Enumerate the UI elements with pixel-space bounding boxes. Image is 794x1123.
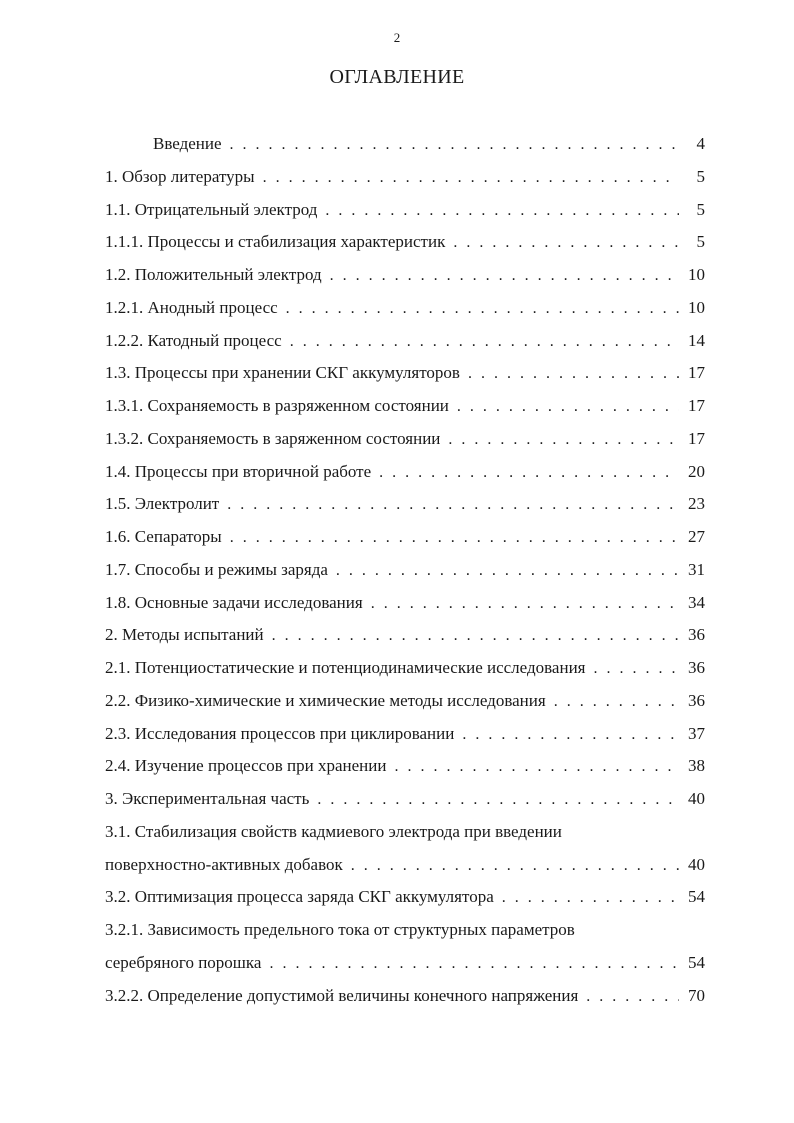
toc-entry[interactable] <box>105 521 705 554</box>
toc-entry-title: 3.1. Стабилизация свойств кадмиевого электрода при введении <box>105 821 562 841</box>
dot-leader <box>343 850 679 883</box>
toc-entry-title: поверхностно-активных добавок <box>105 854 343 874</box>
toc-entry-title: 2.1. Потенциостатические и потенциодинамические исследования <box>105 658 586 677</box>
toc-entry-page: 31 <box>688 559 705 579</box>
dot-leader <box>261 948 679 981</box>
toc-entry[interactable] <box>105 783 705 816</box>
toc-entry-line2[interactable] <box>105 849 705 882</box>
toc-entry-title: 2. Методы испытаний <box>105 625 264 645</box>
toc-entry-page: 10 <box>688 265 705 284</box>
toc-entry-title: 2.2. Физико-химические и химические методы исследования <box>105 690 546 710</box>
toc-entry-page: 40 <box>688 854 705 874</box>
toc-entry[interactable] <box>105 718 705 751</box>
toc-entry-title: 1.2.2. Катодный процесс <box>105 330 282 350</box>
toc-entry[interactable] <box>105 685 705 718</box>
dot-leader <box>586 653 680 686</box>
toc-entry[interactable] <box>105 652 705 685</box>
dot-leader <box>222 522 679 555</box>
toc-entry[interactable] <box>105 554 705 587</box>
dot-leader <box>546 686 679 719</box>
dot-leader <box>371 457 679 490</box>
toc-entry-page: 70 <box>688 985 705 1005</box>
dot-leader <box>255 162 679 195</box>
toc-entry[interactable] <box>105 423 705 456</box>
toc-entry-page: 27 <box>688 527 705 546</box>
toc-entry-title: 1.4. Процессы при вторичной работе <box>105 461 372 481</box>
toc-entry-page: 5 <box>696 166 705 186</box>
toc-entry-line1[interactable] <box>105 914 705 947</box>
toc-entry[interactable] <box>105 226 705 259</box>
dot-leader <box>309 784 679 817</box>
dot-leader <box>322 260 679 293</box>
dot-leader <box>454 719 679 752</box>
toc-entry-page: 5 <box>696 199 705 219</box>
toc-entry[interactable] <box>105 619 705 652</box>
toc-entry-title: 1.3.2. Сохраняемость в заряженном состоянии <box>105 428 441 448</box>
toc-entry-title: 1.5. Электролит <box>105 494 220 514</box>
toc-entry[interactable] <box>105 259 705 292</box>
toc-entry-title: 1.3. Процессы при хранении СКГ аккумуляторов <box>105 363 460 383</box>
toc-entry[interactable] <box>105 980 705 1013</box>
toc-entry[interactable] <box>105 161 705 194</box>
dot-leader <box>363 588 679 621</box>
dot-leader <box>386 751 679 784</box>
toc-entry-title: 1.3.1. Сохраняемость в разряженном состоянии <box>105 396 449 415</box>
toc-entry[interactable] <box>105 456 705 489</box>
toc-entry-title: серебряного порошка <box>105 952 262 972</box>
toc-entry-title: 1.7. Способы и режимы заряда <box>105 559 328 579</box>
toc-entry-page: 17 <box>688 428 705 448</box>
toc-entry-page: 36 <box>688 690 705 710</box>
toc-entry-page: 17 <box>688 363 705 383</box>
dot-leader <box>494 882 679 915</box>
toc-entry-page: 38 <box>688 756 705 776</box>
toc-entry-page: 5 <box>696 232 705 252</box>
toc-entry-title: 2.3. Исследования процессов при циклировании <box>105 723 455 743</box>
toc-entry[interactable] <box>105 357 705 390</box>
dot-leader <box>445 227 679 260</box>
toc-entry[interactable] <box>105 292 705 325</box>
toc-entry[interactable] <box>105 390 705 423</box>
toc-entry-title: 1.2.1. Анодный процесс <box>105 297 278 317</box>
dot-leader <box>282 326 679 359</box>
toc-entry-title: 1.6. Сепараторы <box>105 527 222 546</box>
toc-entry-page: 17 <box>688 396 705 415</box>
toc-entry-title: 1.1. Отрицательный электрод <box>105 199 318 219</box>
dot-leader <box>449 391 679 424</box>
table-of-contents <box>105 128 705 1012</box>
page-number: 2 <box>393 30 401 45</box>
toc-entry-page: 37 <box>688 723 705 743</box>
toc-entry-line2[interactable] <box>105 947 705 980</box>
toc-entry-page: 36 <box>688 625 705 645</box>
toc-entry-page: 40 <box>688 789 705 808</box>
toc-entry-page: 54 <box>688 952 705 972</box>
dot-leader <box>317 195 679 228</box>
toc-entry-title: 3. Экспериментальная часть <box>105 789 310 808</box>
dot-leader <box>440 424 679 457</box>
toc-entry[interactable] <box>105 128 705 161</box>
toc-entry-title: 2.4. Изучение процессов при хранении <box>105 756 387 776</box>
dot-leader <box>460 358 679 391</box>
toc-entry[interactable] <box>105 325 705 358</box>
toc-entry-page: 54 <box>688 887 705 907</box>
dot-leader <box>222 129 679 162</box>
toc-entry-page: 20 <box>688 461 705 481</box>
toc-entry-title: 3.2.1. Зависимость предельного тока от структурных параметров <box>105 920 575 939</box>
toc-entry-page: 10 <box>688 297 705 317</box>
toc-entry-title: Введение <box>153 134 222 153</box>
toc-entry-title: 1.8. Основные задачи исследования <box>105 592 363 612</box>
toc-entry-page: 34 <box>688 592 705 612</box>
dot-leader <box>578 981 679 1014</box>
toc-entry-line1[interactable] <box>105 816 705 849</box>
toc-entry-title: 1.2. Положительный электрод <box>105 265 322 284</box>
dot-leader <box>219 489 679 522</box>
toc-entry[interactable] <box>105 750 705 783</box>
toc-entry-page: 36 <box>688 658 705 677</box>
toc-entry-title: 3.2. Оптимизация процесса заряда СКГ аккумулятора <box>105 887 494 907</box>
page-title: ОГЛАВЛЕНИЕ <box>329 66 465 88</box>
dot-leader <box>278 293 679 326</box>
toc-entry[interactable] <box>105 587 705 620</box>
toc-entry[interactable] <box>105 488 705 521</box>
toc-entry[interactable] <box>105 881 705 914</box>
toc-entry-page: 23 <box>688 494 705 514</box>
toc-entry-title: 1. Обзор литературы <box>105 166 255 186</box>
toc-entry-title: 1.1.1. Процессы и стабилизация характеристик <box>105 232 446 252</box>
toc-entry-title: 3.2.2. Определение допустимой величины конечного напряжения <box>105 985 579 1005</box>
toc-entry-page: 4 <box>696 134 705 153</box>
toc-entry-page: 14 <box>688 330 705 350</box>
dot-leader <box>264 620 679 653</box>
dot-leader <box>328 555 679 588</box>
toc-entry[interactable] <box>105 194 705 227</box>
